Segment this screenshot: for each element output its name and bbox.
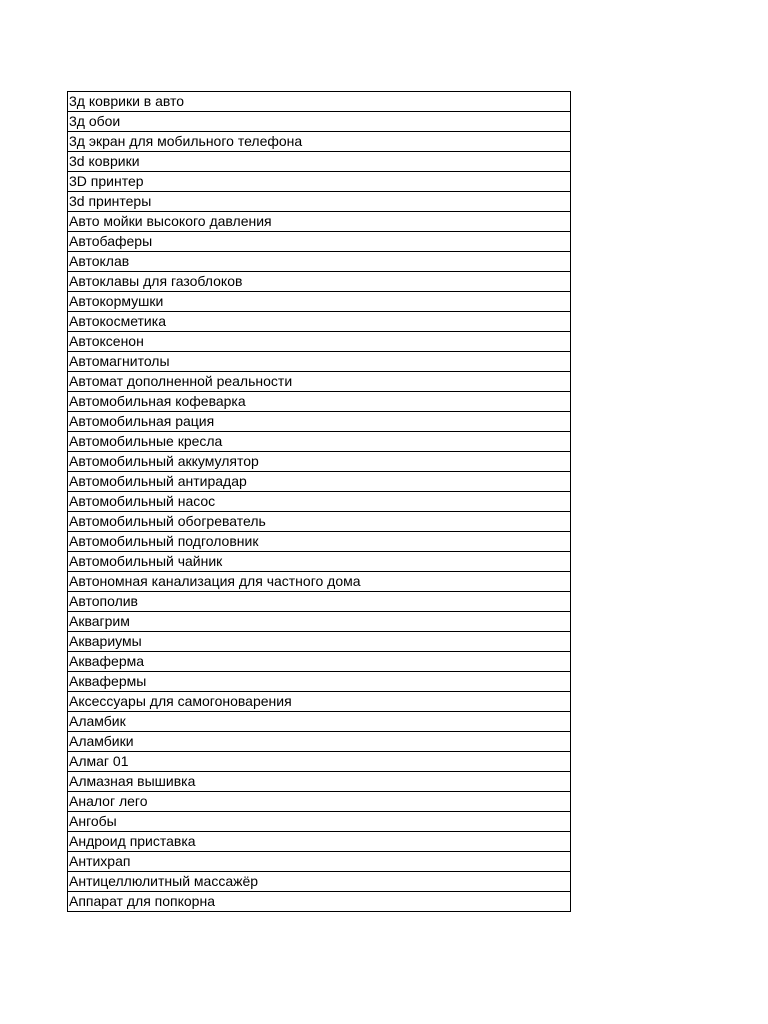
table-cell[interactable]: 3d коврики — [68, 152, 571, 172]
table-cell[interactable]: Автомобильная рация — [68, 412, 571, 432]
table-cell[interactable]: Автомагнитолы — [68, 352, 571, 372]
table-cell[interactable]: Автомобильная кофеварка — [68, 392, 571, 412]
table-cell[interactable]: Аквариумы — [68, 632, 571, 652]
table-row — [68, 472, 571, 492]
table-cell[interactable]: Автомат дополненной реальности — [68, 372, 571, 392]
table-cell[interactable]: Ангобы — [68, 812, 571, 832]
table-row — [68, 712, 571, 732]
table-row — [68, 752, 571, 772]
table-row — [68, 292, 571, 312]
table-row — [68, 332, 571, 352]
table-row — [68, 232, 571, 252]
table-row — [68, 772, 571, 792]
table-row — [68, 392, 571, 412]
table-row — [68, 112, 571, 132]
table-cell[interactable]: Автоклавы для газоблоков — [68, 272, 571, 292]
table-row — [68, 212, 571, 232]
table-cell[interactable]: Автомобильный насос — [68, 492, 571, 512]
table-cell[interactable]: Автокормушки — [68, 292, 571, 312]
table-cell[interactable]: 3d принтеры — [68, 192, 571, 212]
table-cell[interactable]: Автомобильный обогреватель — [68, 512, 571, 532]
table-cell[interactable]: Автономная канализация для частного дома — [68, 572, 571, 592]
keyword-table — [67, 91, 571, 912]
table-row — [68, 532, 571, 552]
table-row — [68, 172, 571, 192]
table-row — [68, 832, 571, 852]
table-row — [68, 732, 571, 752]
table-cell[interactable]: Алмазная вышивка — [68, 772, 571, 792]
table-cell[interactable]: Андроид приставка — [68, 832, 571, 852]
table-row — [68, 652, 571, 672]
table-cell[interactable]: Автомобильные кресла — [68, 432, 571, 452]
table-row — [68, 812, 571, 832]
table-cell[interactable]: Аксессуары для самогоноварения — [68, 692, 571, 712]
table-row — [68, 612, 571, 632]
table-row — [68, 852, 571, 872]
table-row — [68, 432, 571, 452]
table-cell[interactable]: Автомобильный аккумулятор — [68, 452, 571, 472]
table-cell[interactable]: Автомобильный антирадар — [68, 472, 571, 492]
table-cell[interactable]: Акваферма — [68, 652, 571, 672]
table-cell[interactable]: Авто мойки высокого давления — [68, 212, 571, 232]
table-cell[interactable]: Автомобильный чайник — [68, 552, 571, 572]
table-cell[interactable]: 3д обои — [68, 112, 571, 132]
table-row — [68, 792, 571, 812]
table-cell[interactable]: Аналог лего — [68, 792, 571, 812]
table-cell[interactable]: Автобаферы — [68, 232, 571, 252]
keyword-table-body — [68, 92, 571, 912]
table-cell[interactable]: Алмаг 01 — [68, 752, 571, 772]
table-row — [68, 412, 571, 432]
table-row — [68, 132, 571, 152]
table-cell[interactable]: Антицеллюлитный массажёр — [68, 872, 571, 892]
table-row — [68, 692, 571, 712]
table-cell[interactable]: Автокосметика — [68, 312, 571, 332]
table-row — [68, 572, 571, 592]
table-cell[interactable]: Аппарат для попкорна — [68, 892, 571, 912]
table-cell[interactable]: 3д экран для мобильного телефона — [68, 132, 571, 152]
table-cell[interactable]: Антихрап — [68, 852, 571, 872]
table-row — [68, 872, 571, 892]
table-row — [68, 152, 571, 172]
table-row — [68, 452, 571, 472]
table-row — [68, 272, 571, 292]
table-row — [68, 372, 571, 392]
table-row — [68, 252, 571, 272]
table-cell[interactable]: Аламбик — [68, 712, 571, 732]
table-cell[interactable]: Автополив — [68, 592, 571, 612]
table-row — [68, 92, 571, 112]
table-cell[interactable]: Автоклав — [68, 252, 571, 272]
table-row — [68, 352, 571, 372]
table-cell[interactable]: Автоксенон — [68, 332, 571, 352]
table-row — [68, 592, 571, 612]
table-row — [68, 312, 571, 332]
table-row — [68, 632, 571, 652]
table-row — [68, 892, 571, 912]
table-row — [68, 552, 571, 572]
table-row — [68, 672, 571, 692]
table-row — [68, 512, 571, 532]
table-cell[interactable]: 3D принтер — [68, 172, 571, 192]
table-cell[interactable]: Аквагрим — [68, 612, 571, 632]
table-cell[interactable]: Автомобильный подголовник — [68, 532, 571, 552]
table-row — [68, 192, 571, 212]
table-row — [68, 492, 571, 512]
table-cell[interactable]: Аламбики — [68, 732, 571, 752]
table-cell[interactable]: 3д коврики в авто — [68, 92, 571, 112]
table-cell[interactable]: Аквафермы — [68, 672, 571, 692]
